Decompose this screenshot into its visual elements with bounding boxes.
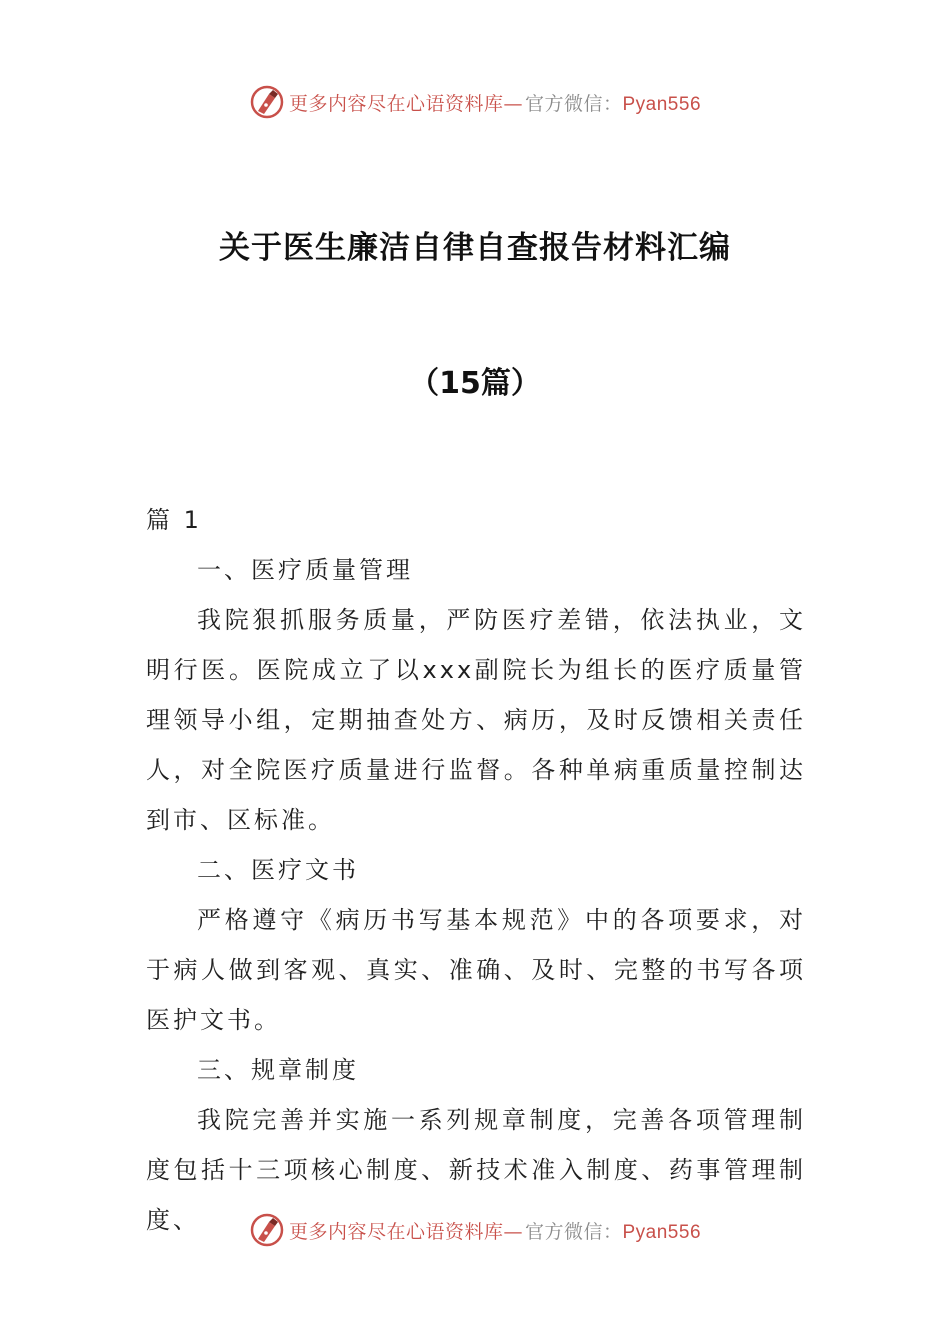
watermark-footer	[0, 1210, 950, 1250]
pen-nib-logo-icon	[249, 84, 285, 120]
watermark-wechat-id: Pyan556	[622, 93, 702, 115]
document-body	[146, 495, 806, 1245]
body-paragraph: 我院完善并实施一系列规章制度，完善各项管理制度包括十三项核心制度、新技术准入制度、药事管理制度、	[146, 1106, 806, 1234]
body-paragraph: 我院狠抓服务质量，严防医疗差错，依法执业，文明行医。医院成立了以xxx副院长为组长的医疗质量管理领导小组，定期抽查处方、病历，及时反馈相关责任人，对全院医疗质量进行监督。各种单病重质量控制达到市、区标准。	[146, 606, 806, 834]
section-label: 篇 1	[146, 506, 202, 534]
pen-nib-logo-icon	[249, 1212, 285, 1248]
watermark-dash: —	[503, 92, 523, 115]
watermark-official-label: 官方微信：	[524, 92, 623, 115]
watermark-text: 更多内容尽在心语资料库	[288, 92, 504, 115]
watermark-text: 更多内容尽在心语资料库	[288, 1220, 504, 1243]
section-heading: 二、医疗文书	[197, 856, 359, 884]
body-paragraph: 严格遵守《病历书写基本规范》中的各项要求，对于病人做到客观、真实、准确、及时、完整的书写各项医护文书。	[146, 906, 806, 1034]
watermark-header	[0, 82, 950, 122]
watermark-official-label: 官方微信：	[524, 1220, 623, 1243]
watermark-wechat-id: Pyan556	[622, 1221, 702, 1243]
watermark-dash: —	[503, 1220, 523, 1243]
section-heading: 一、医疗质量管理	[197, 556, 413, 584]
section-heading: 三、规章制度	[197, 1056, 359, 1084]
document-title: 关于医生廉洁自律自查报告材料汇编	[219, 230, 731, 266]
document-subtitle: （15篇）	[409, 366, 541, 401]
